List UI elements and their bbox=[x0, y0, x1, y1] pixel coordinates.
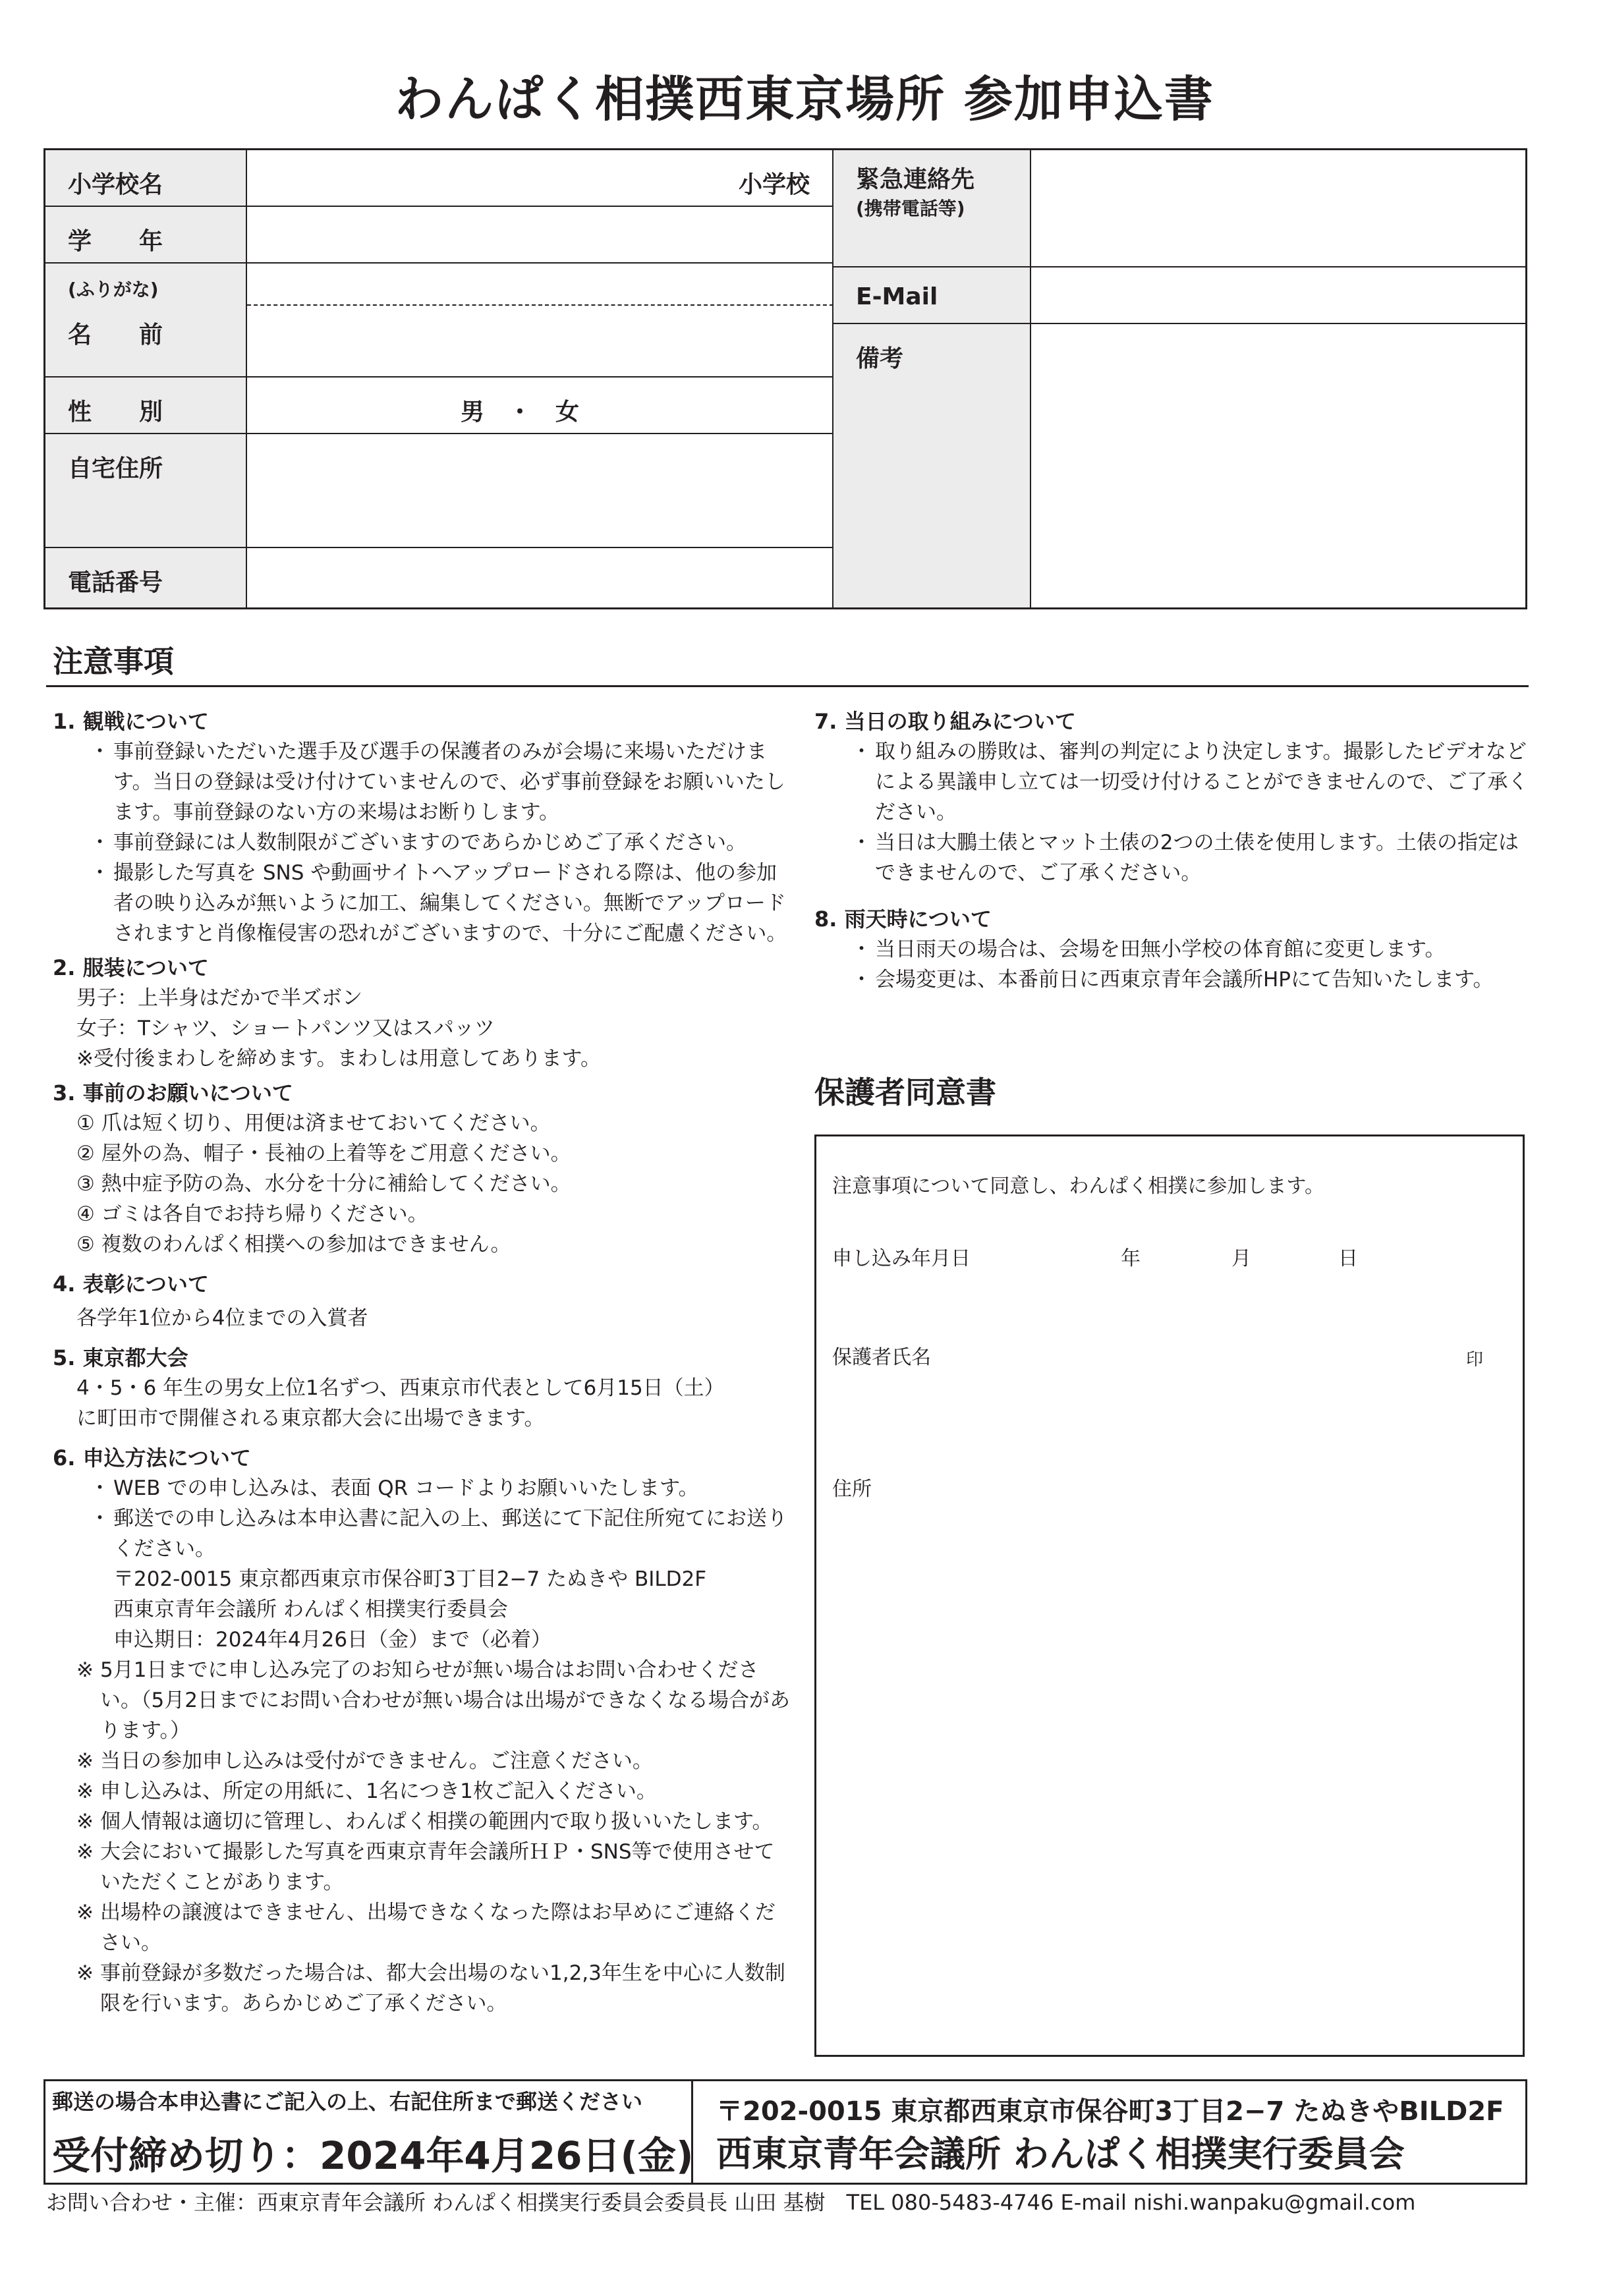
section-8-title: 8. 雨天時について bbox=[814, 907, 992, 932]
list-item: ※受付後まわしを締めます。まわしは用意してあります。 bbox=[76, 1047, 602, 1071]
list-item: 男子：上半身はだかで半ズボン bbox=[76, 986, 362, 1010]
gender-field[interactable]: 男 ・ 女 bbox=[247, 378, 833, 434]
section-7-title: 7. 当日の取り組みについて bbox=[814, 709, 1076, 734]
seal-mark: 印 bbox=[1466, 1350, 1484, 1370]
email-label: E-Mail bbox=[833, 267, 1031, 324]
consent-statement: 注意事項について同意し、わんぱく相撲に参加します。 bbox=[832, 1175, 1324, 1198]
name-label-cell bbox=[45, 264, 247, 378]
deadline: 受付締め切り：2024年4月26日(金) bbox=[52, 2133, 694, 2178]
footer-address: 〒202-0015 東京都西東京市保谷町3丁目2−7 たぬきやBILD2F bbox=[716, 2096, 1504, 2127]
consent-address-field[interactable] bbox=[832, 1505, 1504, 1703]
phone-field[interactable] bbox=[247, 548, 833, 607]
school-field[interactable] bbox=[247, 150, 833, 207]
furigana-label: (ふりがな) bbox=[68, 279, 159, 300]
footer-org: 西東京青年会議所 わんぱく相撲実行委員会 bbox=[716, 2133, 1405, 2175]
list-item: ④ ゴミは各自でお持ち帰りください。 bbox=[76, 1202, 428, 1226]
list-item: 女子：Tシャツ、ショートパンツ又はスパッツ bbox=[76, 1017, 495, 1040]
application-form bbox=[43, 148, 1527, 609]
list-item: ・ 撮影した写真を SNS や動画サイトへアップロードされる際は、他の参加者の映り込みが無いように加工、編集してください。無断でアップロードされますと肖像権侵害の恐れがございますので、十分にご配慮ください。 bbox=[90, 861, 787, 945]
phone-label: 電話番号 bbox=[45, 548, 247, 607]
notes-right-column bbox=[814, 702, 1533, 995]
list-item: ・ 当日は大鵬土俵とマット土俵の2つの土俵を使用します。土俵の指定はできませんので、ご了承ください。 bbox=[851, 831, 1519, 885]
gender-label: 性 別 bbox=[45, 378, 247, 434]
section-2-title: 2. 服装について bbox=[53, 955, 209, 980]
address-label: 自宅住所 bbox=[45, 434, 247, 548]
list-item: ・ 当日雨天の場合は、会場を田無小学校の体育館に変更します。 bbox=[851, 938, 1446, 961]
furigana-field[interactable] bbox=[247, 264, 833, 306]
list-item: ・ 郵送での申し込みは本申込書に記入の上、郵送にて下記住所宛てにお送りください。 bbox=[90, 1507, 787, 1561]
list-item: ・ WEB での申し込みは、表面 QR コードよりお願いいたします。 bbox=[90, 1476, 699, 1500]
list-item: ② 屋外の為、帽子・長袖の上着等をご用意ください。 bbox=[76, 1142, 571, 1165]
list-item: ※ 大会において撮影した写真を西東京青年会議所ＨＰ・SNS等で使用させていただくことがあります。 bbox=[76, 1840, 775, 1894]
remarks-label: 備考 bbox=[833, 324, 1031, 607]
name-field[interactable] bbox=[247, 306, 833, 378]
list-item: ※ 出場枠の譲渡はできません、出場できなくなった際はお早めにご連絡ください。 bbox=[76, 1901, 776, 1955]
mail-deadline-line: 申込期日：2024年4月26日（金）まで（必着） bbox=[113, 1628, 552, 1652]
day-label: 日 bbox=[1338, 1247, 1358, 1270]
remarks-field[interactable] bbox=[1031, 324, 1525, 607]
list-item: ・ 事前登録いただいた選手及び選手の保護者のみが会場に来場いただけます。当日の登録は受け付けていませんので、必ず事前登録をお願いいたします。事前登録のない方の来場はお断りします。 bbox=[90, 740, 785, 824]
guardian-label: 保護者氏名 bbox=[832, 1346, 931, 1369]
list-item: ・ 事前登録には人数制限がございますのであらかじめご了承ください。 bbox=[90, 831, 747, 854]
list-item: ⑤ 複数のわんぱく相撲への参加はできません。 bbox=[76, 1233, 511, 1256]
list-item: ① 爪は短く切り、用便は済ませておいてください。 bbox=[76, 1111, 551, 1135]
emergency-sub-label: (携帯電話等) bbox=[856, 198, 965, 219]
date-label: 申し込み年月日 bbox=[832, 1247, 971, 1270]
section-1-title: 1. 観戦について bbox=[53, 709, 209, 734]
consent-heading: 保護者同意書 bbox=[814, 1075, 996, 1110]
list-item: 各学年1位から4位までの入賞者 bbox=[76, 1306, 368, 1330]
list-item: ・ 会場変更は、本番前日に西東京青年会議所HPにて告知いたします。 bbox=[851, 968, 1494, 992]
mail-note: 郵送の場合本申込書にご記入の上、右記住所まで郵送ください bbox=[52, 2089, 643, 2114]
school-label: 小学校名 bbox=[45, 150, 247, 207]
contact-info: お問い合わせ・主催：西東京青年会議所 わんぱく相撲実行委員会委員長 山田 基樹 TEL 080-5483-4746 E-mail nishi.wanpaku@gmail.com bbox=[46, 2190, 1416, 2215]
list-item: 4・5・6 年生の男女上位1名ずつ、西東京市代表として6月15日（土） bbox=[76, 1376, 725, 1400]
footer-box bbox=[43, 2079, 1527, 2185]
emergency-label: 緊急連絡先 bbox=[856, 166, 975, 193]
section-3-title: 3. 事前のお願いについて bbox=[53, 1080, 293, 1106]
consent-box bbox=[814, 1134, 1525, 2057]
list-item: ・ 取り組みの勝敗は、審判の判定により決定します。撮影したビデオなどによる異議申し立ては一切受け付けることができませんので、ご了承ください。 bbox=[851, 740, 1529, 824]
notes-left-column bbox=[53, 702, 791, 2019]
consent-address-label: 住所 bbox=[832, 1478, 872, 1501]
grade-field[interactable] bbox=[247, 207, 833, 264]
list-item: ※ 申し込みは、所定の用紙に、1名につき1枚ご記入ください。 bbox=[76, 1779, 657, 1803]
footer-divider bbox=[691, 2081, 693, 2183]
notes-heading: 注意事項 bbox=[53, 644, 174, 679]
name-label: 名 前 bbox=[68, 322, 163, 349]
list-item: ※ 当日の参加申し込みは受付ができません。ご注意ください。 bbox=[76, 1749, 653, 1773]
emergency-field[interactable] bbox=[1031, 150, 1525, 267]
section-6-title: 6. 申込方法について bbox=[53, 1445, 251, 1470]
list-item: ※ 5月1日までに申し込み完了のお知らせが無い場合はお問い合わせください。（5月2日までにお問い合わせが無い場合は出場ができなくなる場合があります。） bbox=[76, 1658, 790, 1743]
list-item: ※ 個人情報は適切に管理し、わんぱく相撲の範囲内で取り扱いいたします。 bbox=[76, 1810, 773, 1834]
mail-org-line: 西東京青年会議所 わんぱく相撲実行委員会 bbox=[113, 1598, 508, 1621]
section-4-title: 4. 表彰について bbox=[53, 1272, 209, 1297]
list-item: ③ 熱中症予防の為、水分を十分に補給してください。 bbox=[76, 1172, 571, 1196]
page-title: わんぱく相撲西東京場所 参加申込書 bbox=[395, 71, 1214, 128]
section-5-title: 5. 東京都大会 bbox=[53, 1345, 188, 1370]
emergency-label-cell bbox=[833, 150, 1031, 267]
school-suffix: 小学校 bbox=[738, 171, 810, 198]
address-field[interactable] bbox=[247, 434, 833, 548]
grade-label: 学 年 bbox=[45, 207, 247, 264]
year-label: 年 bbox=[1121, 1247, 1141, 1270]
email-field[interactable] bbox=[1031, 267, 1525, 324]
month-label: 月 bbox=[1231, 1247, 1251, 1270]
list-item: ※ 事前登録が多数だった場合は、都大会出場のない1,2,3年生を中心に人数制限を行います。あらかじめご了承ください。 bbox=[76, 1961, 785, 2015]
list-item: に町田市で開催される東京都大会に出場できます。 bbox=[76, 1407, 545, 1430]
mail-address-line: 〒202-0015 東京都西東京市保谷町3丁目2−7 たぬきや BILD2F bbox=[113, 1567, 707, 1591]
guardian-name-field[interactable] bbox=[968, 1334, 1429, 1371]
notes-rule bbox=[46, 685, 1529, 687]
